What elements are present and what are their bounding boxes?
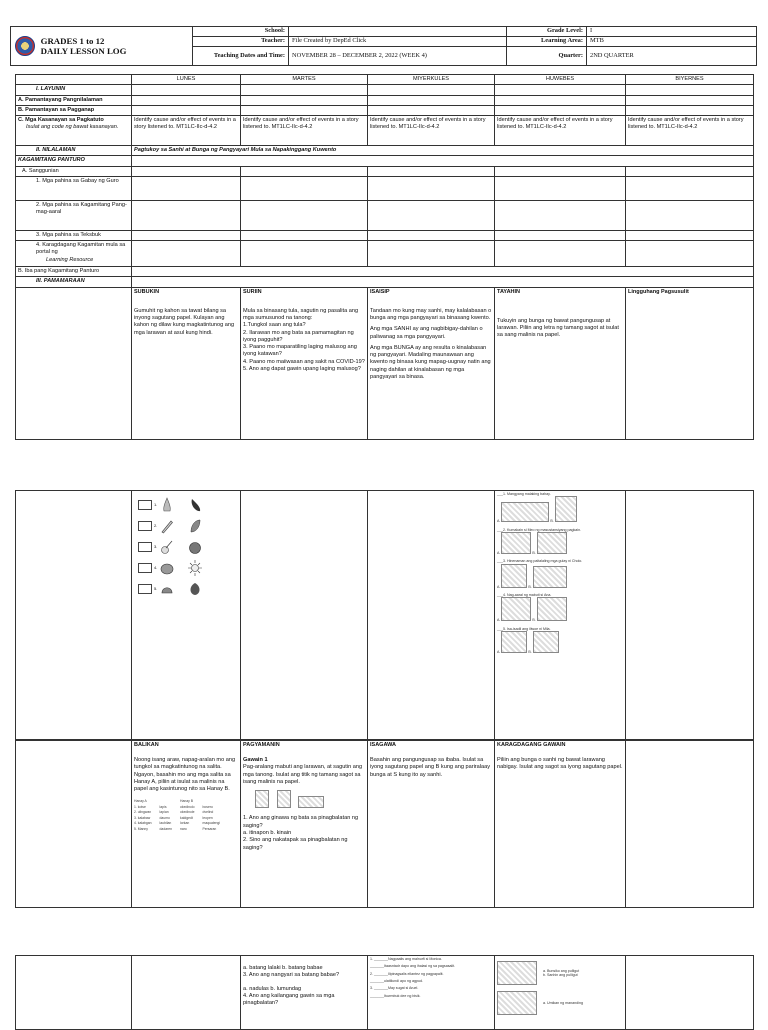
eggplant-icon [188,497,202,513]
guitar-icon [160,539,174,555]
ws-number: 1. [154,502,158,508]
tayahin-text: Tukuyin ang bunga ng bawat pangungusap at larawan. Piliin ang letra ng tamang sagot at isulat sa sang malinis na papel. [497,317,619,339]
header-table [10,26,757,66]
choice-c: a. Umikan ng mananding [543,1000,583,1005]
section-nilalaman: II. NILALAMAN [16,146,132,156]
option-b: B. [532,550,536,555]
balikan-table [15,740,754,908]
grade-label: Grade Level: [507,27,587,37]
hanay-cell: leopen [202,815,213,820]
school-value [289,27,507,37]
pagyamanin-heading: PAGYAMANIN [243,742,280,748]
lesson-log-table [15,74,754,440]
bed-sketch-icon [501,502,549,522]
hanay-cell: dadaren [159,826,172,831]
karagdagang-cell [495,741,626,908]
hanay-cell: lapian [159,810,169,815]
isagawa-heading: ISAGAWA [370,742,396,748]
pagyamanin-q2: 2. Sino ang nakatapak sa pinagbalatan ng saging? [243,837,348,851]
karagdagang-text: Piliin ang bunga o sanhi ng bawat larawang nabigay. Isulat ang sagot sa iyong sagutang papel. [497,757,623,771]
pagsusulit-heading: Lingguhang Pagsusulit [628,288,689,295]
tayahin-options-3 [497,564,623,589]
tayahin-item-3: ___3. Hinenaman ang paltalaling mga gulay ni Cholo. [497,559,583,564]
suriin-text-2: 2. Ilarawan mo ang bata sa pamamagitan ng iyong pagguhit? [243,329,354,343]
isagawa-line: _______ulatiliundi apo ng agpud. [370,978,423,983]
karagdagang-item-2 [497,991,623,1015]
hanay-b-label: Hanay B [180,799,194,804]
hanay-col-d [203,799,221,832]
competency-martes: Identify cause and/or effect of events in a story listened to. MT1LC-IIc-d-4.2 [241,116,368,146]
karagdagang-heading: KARAGDAGANG GAWAIN [497,742,566,748]
house-sketch-icon [537,532,567,554]
nilalaman-text: Pagtukoy sa Sanhi at Bunga ng Pangyayari Mula sa Napakinggang Kuwento [132,146,754,156]
tomato-icon [188,539,202,555]
option-a: A. [497,649,501,654]
hanay-cell: lapis [159,804,167,809]
study-sketch-icon [501,597,531,621]
hanay-cell: naro [180,826,187,831]
tayahin-options-1 [497,496,623,523]
boy-sketch-icon [497,991,537,1015]
fruit-icon [188,581,202,597]
answer-box [138,521,152,531]
option-a: A. [497,519,501,524]
hanay-cell: bosero [202,804,213,809]
hanay-cell: kaldgedt [180,815,193,820]
medal-sketch-icon [537,597,567,621]
isagawa-cont [368,956,495,1030]
balikan-cell [132,741,241,908]
section-c [16,116,132,146]
empty-label-cell-2 [16,491,132,740]
nose-icon [160,497,174,513]
section-layunin: I. LAYUNIN [16,85,132,95]
hanay-cell: 4. kalabgan [134,821,152,826]
child-1-icon [255,790,269,808]
biyernes-empty-3 [626,956,754,1030]
suriin-text-4: 4. Paano mo maiiwasan ang sakit na COVID-19? [243,358,365,365]
gawain-title: Gawain 1 [243,757,268,764]
ws-number: 5. [154,586,158,592]
hanay-cell: 2. ulingwan [134,810,152,815]
section-b: B. Pamantayan sa Pagganap [16,105,132,115]
tayahin-item-5: ___5. Isa-isadil ang iliwoe ni Mila. [497,626,551,631]
pagyamanin-q3: 3. Ano ang nangyari sa batang babae? [243,972,340,979]
hanay-a-label: Hanay A [134,799,147,804]
banana-scene-icon [255,790,365,811]
ws-item-2 [138,518,238,534]
hanay-cell: daumo [159,815,170,820]
section-s4-title: 4. Karagdagang Kagamitan mula sa portal ng [36,242,126,256]
competency-lunes: Identify cause and/or effect of events in a story listened to. MT1LC-IIc-d-4.2 [132,116,241,146]
isaisip-empty [368,491,495,740]
tayahin-item-4: ___4. Nag-aaral ng mabuti si Ana. [497,592,552,597]
subukin-text: Gumuhit ng kahon sa tawat bilang sa inyong sagutang papel. Kulayan ang kahon ng dilaw kung magkatintunog ang mga larawan at asul kung hindi. [134,307,235,336]
subukin-worksheet [132,491,241,740]
answer-box [138,500,152,510]
dates-value: NOVEMBER 28 – DECEMBER 2, 2022 (WEEK 4) [289,47,507,66]
child-sketch-icon [501,532,531,554]
section-pamamaraan: III. PAMAMARAAN [16,277,132,287]
section-s2: 2. Mga pahina sa Kagamitang Pang-mag-aaral [16,200,132,230]
answer-box [138,542,152,552]
section-iba: B. Iba pang Kagamitang Panturo [16,267,132,277]
toothache-sketch-icon [501,631,527,653]
choice-b: b. Sanhin ang pulligut [543,973,578,977]
empty-label-cell-3 [16,741,132,908]
ws-item-3 [138,539,238,555]
day-header-lunes: LUNES [132,75,241,85]
dates-label: Teaching Dates and Time: [193,47,289,66]
option-b: B. [532,618,536,623]
suriin-text-1: 1.Tungkol saan ang tula? [243,322,306,329]
hanay-col-c [180,799,195,832]
subukin-heading: SUBUKIN [134,288,160,295]
answer-box [138,584,152,594]
hanay-cell: lorkan [180,821,190,826]
hanay-cell: Persaran [202,826,217,831]
shell-icon [160,581,174,597]
isagawa-line: _______Itaasntadr dapo ang ihalasi ng sa pagsasalit. [370,964,456,969]
option-a: A. [497,550,501,555]
sick-sketch-icon [533,566,567,588]
hanay-cell: okedinole [180,810,195,815]
suriin-text-3: 3. Paano mo maparatiling laging malusog ang iyong katawan? [243,344,357,358]
suriin-text-5: 5. Ano ang dapat gawin upang laging malusog? [243,365,361,372]
hanay-cell: dvelind [202,810,214,815]
ws-number: 4. [154,565,158,571]
pagyamanin-q1-options: a. itinapon b. kinain [243,830,292,836]
pagyamanin-cell [241,741,368,908]
option-b: B. [550,519,554,524]
suriin-text-0: Mula sa binasang tula, sagutin ng pasalita ang mga sumusunod na tanong: [243,307,359,322]
isagawa-cell [368,741,495,908]
isaisip-text-1: Ang mga SANHI ay ang nagbibigay-dahilan o paliwanag sa mga pangyayari. [370,326,483,340]
option-b: B. [528,584,532,589]
section-s1: 1. Mga pahina sa Gabay ng Guro [16,176,132,200]
ws-item-1 [138,497,238,513]
day-header-biyernes: BIYERNES [626,75,754,85]
brand-title [41,36,127,56]
hanay-table [134,799,238,832]
slip-icon [298,796,324,808]
pagyamanin-q3-options: a. nadulas b. lumundag [243,985,302,992]
pagyamanin-text: Pag-aralang mabuti ang larawan, at sagutin ang mga tanong. Isulat ang titik ng tamang sagot sa isang malinis na papel. [243,764,363,785]
tayahin-options-2 [497,532,623,555]
child-2-icon [277,790,291,808]
section-a: A. Pamantayang Pangnilalaman [16,95,132,105]
pumpkin-icon [160,560,174,576]
isagawa-line: 1. _______Nagpaalis ang malnurfi si Monica. [370,957,442,961]
brush-sketch-icon [533,631,559,653]
hanay-cell: laubilan [159,821,172,826]
boy-sketch-icon [501,564,527,588]
balikan-heading: BALIKAN [134,742,159,748]
isagawa-line: _______Ituwmbuk dee ng bisik. [370,993,421,998]
section-s3: 3. Mga pahina sa Teksbuk [16,230,132,240]
tayahin-item-2: ___2. Kumakain si Meo ng masustansiyang pagkain. [497,527,582,532]
section-c-sub: Isulat ang code ng bawat kasanayan. [26,124,119,131]
suriin-empty [241,491,368,740]
isagawa-line: 2. _______Ilipinagsalis ellantez ng pagpapalit. [370,971,444,976]
leaf-icon [188,518,202,534]
grade-value: I [587,27,757,37]
kids-sketch-icon [497,961,537,985]
section-s4-sub: Learning Resource [46,256,94,263]
tayahin-heading: TAYAHIN [497,288,521,295]
isagawa-line: 3. _______May sugat si Aruel. [370,986,419,991]
balikan-text: Noong isang araw, napag-aralan mo ang tungkol sa magkatintunog na salita. Ngayon, basahin mo ang mga salita sa Hanay A, piliin at isulat sa malinis na papel ang kasintunog nito sa Hanay B. [134,757,236,793]
logo-cell [11,27,193,66]
isaisip-cell [368,287,495,439]
hanay-cell: 3. kalabaw [134,815,151,820]
hanay-cell: 1. kotse [134,804,146,809]
choice-a: a. Bunsiko ang pulligut [543,968,580,973]
isaisip-heading: ISAISIP [370,288,390,295]
brand-line-1: GRADES 1 to 12 [40,35,105,46]
day-header-huwebes: HUWEBES [495,75,626,85]
teacher-label: Teacher: [193,37,289,47]
tayahin-options-4 [497,597,623,622]
isagawa-text: Basahin ang pangungusap sa ibaba. Isulat sa iyong sagutang papel ang B kung ang pariralaay bunga at S kung ito ay sanhi. [370,757,491,778]
pagyamanin-q4: 4. Ano ang kailangang gawin sa mga pinagbalatan? [243,992,335,1007]
pagsusulit-cell [626,287,754,439]
option-b: B. [528,649,532,654]
tayahin-item-1: ___1. Mangyang malaking bahay. [497,492,551,496]
suriin-heading: SURIIN [243,288,262,295]
girl-sketch-icon [555,496,577,522]
tayahin-options-5 [497,631,623,654]
empty-label-cell-4 [16,956,132,1030]
ws-item-5 [138,581,238,597]
tayahin-cell [495,287,626,439]
ws-number: 2. [154,523,158,529]
competency-biyernes: Identify cause and/or effect of events in a story listened to. MT1LC-IIc-d-4.2 [626,116,754,146]
sun-icon [188,560,202,576]
pagyamanin-q1: 1. Ano ang ginawa ng bata sa pinagbalatan ng saging? [243,815,359,829]
competency-huwebes: Identify cause and/or effect of events in a story listened to. MT1LC-IIc-d-4.2 [495,116,626,146]
area-label: Learning Area: [507,37,587,47]
suriin-cell [241,287,368,439]
competency-miyerkules: Identify cause and/or effect of events in a story listened to. MT1LC-IIc-d-4.2 [368,116,495,146]
deped-seal-icon [15,36,35,56]
hanay-cell: maqualengi [202,821,221,826]
area-value: MTB [587,37,757,47]
corner-cell [16,75,132,85]
empty-label-cell [16,287,132,439]
ws-number: 3. [154,544,158,550]
tayahin-worksheet [495,491,626,740]
page3-table [15,955,754,1030]
answer-box [138,563,152,573]
pencil-icon [160,518,174,534]
pagyamanin-q2-options: a. batang lalaki b. batang babae [243,965,323,971]
option-a: A. [497,618,501,623]
day-header-martes: MARTES [241,75,368,85]
quarter-label: Quarter: [507,47,587,66]
isaisip-text-0: Tandaan mo kung may sanhi, may kalalabasan o bunga ang mga pangyayari sa binasang kwento. [370,307,492,322]
school-label: School: [193,27,289,37]
hanay-col-b [160,799,172,832]
section-kagamitan: KAGAMITANG PANTURO [16,156,132,166]
karagdagang-item-1 [497,961,623,985]
ws-item-4 [138,560,238,576]
quarter-value: 2ND QUARTER [587,47,757,66]
pagyamanin-cont [241,956,368,1030]
hanay-col-a [134,799,152,832]
day-header-miyerkules: MIYERKULES [368,75,495,85]
teacher-value: File Created by DepEd Click [289,37,507,47]
brand-line-2: DAILY LESSON LOG [40,46,127,56]
section-c-title: C. Mga Kasanayan sa Pagkatuto [18,117,104,124]
biyernes-empty [626,491,754,740]
karagdagang-cont [495,956,626,1030]
worksheet-table [15,490,754,740]
section-s4 [16,241,132,267]
isaisip-text-2: Ang mga BUNGA ay ang resulta o kinalabasan ng pangyayari. Madaling maunawaan ang kwento ng binasa kung mapag-uugnay natin ang naging dahilan at kinalabasan ng mga pangyayari sa binasa. [370,344,491,380]
biyernes-empty-2 [626,741,754,908]
section-sanggunian: A. Sanggunian [16,166,132,176]
subukin-cell [132,287,241,439]
hanay-cell: okedinolo [180,804,195,809]
option-a: A. [497,584,501,589]
lunes-empty-3 [132,956,241,1030]
hanay-cell: 5. Manny [134,826,148,831]
